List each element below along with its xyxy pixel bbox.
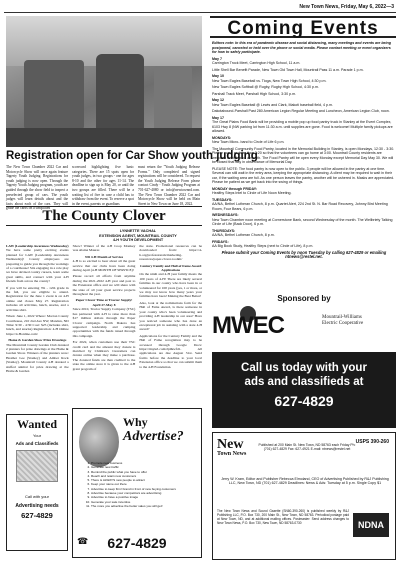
event-text: The Mountrail Community Food Pantry, located in the Memorial Building in Stanley, is open Mondays, 12:30 - 3:30. Please come no later than 2:20 so that the volunteers can go home at 3:00. Mountrail County residents are welcome to visit once a month. The Food Pantry will be open every Monday except Memorial Day May 30. We will be closed that day in observance of Memorial Day. (212, 146, 395, 164)
event-date: May 12 (212, 98, 224, 102)
event-date: MONDAY through FRIDAY: (212, 186, 258, 191)
event-item (212, 85, 396, 90)
event-item (212, 98, 396, 107)
event-date: TUESDAYS: (212, 197, 233, 202)
advert-reason: 5. There is ALWAYS new people to attract (91, 478, 197, 482)
county-paragraph: Also, look at the nominations form for the Hall of Fame Award, is there someone in your county who's been volunteering and providing 4-H leadership in our area? Have you noticed someone who has done an exceptional job in assisting with a state 4-H award? (139, 300, 203, 332)
why-advertise-ad[interactable] (72, 408, 202, 558)
masthead-legal: The New Town News and Sound Gazette (SN60-390-260) is published weekly by R&J Publishing LLC, P.O. Box 730, 200 Main St., New Town, ND 58763. Periodical postage paid at New Town, ND, and at additional mailing offices. Postmaster: Send address changes to New Town News, P.O. Box 730, New Town, ND 58763-0730 (217, 509, 349, 526)
article-col-1: The New Town Chamber 2022 Car and Motorcycle Show will once again feature Tagerty Youth Judging. Registrations for youth judging is now open. Through the Tagerty Youth Judging program, youth are guided through the show field to inspect a preselected group of cars. The youth judges will learn details about and the facts about each of the cars. They will grade the cards on a simplified (6, 165, 68, 211)
event-date: MONDAYS: (212, 135, 232, 140)
event-text: Little Shell Bar Benefit Parade, New Town Old Town Hall, Mountrail Pass 11 a.m. Parade 1 p.m. (212, 67, 364, 72)
county-paragraph: Since 2010, Tractor Supply Company (TSC) has partnered with 4-H to raise more than $17 million dollars through the Paper Clover campaign. North Dakota has supported leadership and camping opportunities with the funds raised through this campaign. (72, 307, 136, 338)
events-submit-note: Please submit your Coming Events by noon Tuesday by calling 627-4829 or emailing ntnews@restel.net. (221, 249, 387, 259)
article-col-2: scorecard highlighting five basic categories. There are 15 spots open for youth judges, in two groups - one for ages 8-10 and the other for ages 11-14. The deadline to sign up is May 20, or until the two groups are filled. There will be a waiting list of five in case a child has to withdraw from the event. To reserve a spot in the event, parents or guardians (72, 165, 134, 206)
wanted-phone[interactable]: 627-4829 (21, 511, 53, 520)
event-text: AA/NA, Bethel Lutheran Church, 8 p.m. Quartet Alert, 224 2nd St. N. Bar Road Recovery, Johnny Bird Meeting Room, Four Bears, 6 p.m. (212, 202, 388, 211)
county-paragraph: We have some pretty exciting events planned for LAW (Leadership Awareness Wednesday)! County employees are preparing to guide you through the workings of a courthouse! Sits engaging in a role play we have devised county careers, learn some great skills, and connect with your 4-H friends from across the county! (6, 248, 69, 284)
event-date: May 10 (212, 74, 224, 78)
county-paragraph: For 2022, when customers use their TSC credit card and the amount they donate is matched by Children's Customers can donate online when they make a purchase. The donated funds are then credited to the state the online store it is given to the 4-H grant program of (72, 340, 136, 371)
header-rule (4, 12, 396, 13)
coming-events-title: Coming Events (210, 16, 396, 38)
event-item (212, 187, 396, 196)
event-item (212, 229, 396, 238)
advert-reason: 6. Keep your name out there (91, 482, 197, 486)
event-date: FRIDAYS: (212, 239, 229, 244)
event-date: May 7 (212, 56, 222, 61)
masthead-names: Jerry W. Kram, Editor and Publisher Rebecca Elmoland, CEO of Advertising Published by R&J Publishing LLC, New Town, ND (701) 627-4829 Deadlines: News & Ads: Tuesday at 5 p.m. Single Copy $1 (221, 477, 389, 486)
advert-phone[interactable]: 627-4829 (107, 535, 167, 551)
county-paragraph: The Mountrail County Garden Club donated 2 planters for prize drawings at the Home & Garden Show. Winners of the planters were: Heather Lee (Stanley) and Amber Rock (Stanley). Mountrail County 4-H donated a stuffed animal for prize drawing at the Home & Garden (6, 342, 69, 373)
county-paragraph: Show! Winner of the 4-H Coop Monkey was Alaina Maurer. (72, 244, 136, 253)
mwec-name (322, 315, 363, 327)
event-date: May 17 (212, 115, 224, 120)
county-paragraph: Applications for the Century Family and the Hall of Fame recognition may to be accessed through Google Docs: https://tinyurl.com/2p9kwfd1. All applications are due August 31st. Send forms before the deadline to your local Extension office so that we can submit them to the 4-H Foundation. (139, 333, 203, 369)
event-text: New Town Chamber noon meeting at Cornerstone Bank, second Wednesday of the month. The Wellbriety Talking Circle of Life (Back Door), 6 p.m. (212, 217, 393, 226)
county-paragraph: the state. Promotional resources can be downloaded from: https://4-h.org/professionals/marketing-resources/paper-clover-toolkit/ (139, 244, 203, 262)
event-text: New Town Eagles Softball @ Rugby, Rugby High School, 4:30 p.m. (212, 85, 319, 89)
advert-reason: 7. Advertise to keep firm/ brand in front of new buying customers (91, 487, 197, 491)
sponsored-by: Sponsored by (277, 294, 331, 303)
wanted-title: Wanted (16, 417, 57, 431)
event-text: New Town Eagles Baseball @ Lewis and Clark, Makoti baseball field, 4 p.m. (212, 102, 334, 107)
masthead-info: Published at 200 Main St. New Town, ND 58763 each Friday Ph: (701) 627-4829 Fax: 627-4921 E-mail: ntnews@restel.net (258, 443, 356, 452)
wanted-line1: Your (32, 433, 42, 438)
wanted-ad[interactable] (6, 414, 68, 551)
event-item (212, 74, 396, 83)
phone-icon: ☎ (77, 536, 89, 546)
county-subhead: Home & Garden Show Prize Drawings (8, 338, 67, 343)
event-item (212, 116, 396, 134)
county-subhead: ND 4-H Month of Service (84, 254, 124, 259)
event-item (212, 109, 396, 114)
advert-reason: 1. Promote new business (91, 461, 197, 465)
call-line2: ads and classifieds at (244, 376, 364, 388)
event-text: PLEASE NOTE: The food pantry is now open to the public. 3 people will be allowed in the pantry at one time. Several can still wait in the entry area, keeping the appropriate distancing. A client may be required to wait in their car, if the waiting area are full. As one person leaves the pantry, another will be ushered in. Masks are appreciated. Please be patient as we get back into the swing of things. (212, 166, 395, 184)
advert-reason: 10. Generate your sale incentive (91, 500, 197, 504)
masthead (212, 432, 396, 560)
event-date: WEDNESDAYS: (212, 213, 239, 217)
county-col-3 (139, 244, 202, 375)
county-subhead: Century Family and Hall of Fame Award Applications (139, 263, 202, 273)
mwec-name-2: Electric Cooperative (322, 321, 364, 326)
event-item (212, 240, 396, 249)
article-headline: Registration open for Car Show youth judging (6, 150, 258, 162)
event-text: Dakotabound-Parshall Past 280 American Legion Regular Meeting and Luncheon, American Legion Club, noon. (212, 109, 390, 113)
mwec-name-1: Mountrail-Williams (322, 315, 362, 320)
ndna-badge: NDNA (353, 513, 389, 537)
masthead-new: New (217, 437, 244, 452)
county-body (6, 244, 202, 375)
byline-sub: 4-H YOUTH DEVELOPMENT (112, 238, 164, 243)
county-subhead: LAW (Leadership Awareness Wednesday) (6, 244, 69, 248)
advert-reasons-list (85, 461, 197, 508)
advert-reason: 11. The more you advertise the better sales you will get! (91, 504, 197, 508)
event-text: The Great Plains Food Bank will be providing a mobile pop up food pantry truck in Stanley at the Event Complex, 6103 Hwy 8 (NW parking lot from 11:30 a.m. until supplies are gone. Food is welcome! Multiple family pickups are allowed. (212, 120, 393, 133)
advert-reason: 9. Advertise to have a positive image (91, 495, 197, 499)
coming-events-list (212, 41, 396, 260)
advert-reason: 2. Generate new traffic (91, 465, 197, 469)
wanted-image (16, 450, 58, 482)
call-us-ad[interactable] (212, 352, 396, 428)
wanted-line2: Ads and Classifieds (15, 441, 59, 446)
advert-reason: 3. Remind the public what you have to offer (91, 470, 197, 474)
event-text: Healthy Steps Intel to Circle of Life Noon Meeting. (212, 191, 292, 195)
event-text: New Town Eagles Baseball vs. Tioga, New Town High School, 4:30 p.m. (212, 78, 327, 83)
question-mark-icon (79, 417, 119, 467)
event-item (212, 147, 396, 165)
event-text: New Town Micro- band to Circle of Life 6 p.m. (212, 140, 285, 144)
county-paragraph: If you will be entering 7th - 12th grade in the fall, you are eligible to attend. Registration for the June 1 event is on 4-H online and closes May 27. Registration includes all activities, lunch, snacks, and a activities shirt. (6, 285, 69, 312)
event-item (212, 92, 396, 97)
county-col-1 (6, 244, 69, 375)
article-body (6, 165, 200, 211)
advert-why: Why (123, 415, 148, 429)
page-header-text: New Town News, Friday, May 6, 2022—3 (299, 4, 394, 10)
county-paragraph: Please record all efforts from anytime during the 2021-2022 4-H year and post to the Extension office and we will share with the state of all your great service projects throughout the year. (72, 274, 136, 297)
advert-advertise: Advertise? (123, 429, 184, 444)
event-item (212, 213, 396, 227)
byline-name: LYNNETTE VACHAL (119, 229, 157, 233)
event-item (212, 68, 396, 73)
masthead-town-news: Town News (217, 451, 247, 457)
mwec-logo (212, 306, 396, 350)
county-col-2 (73, 244, 136, 375)
county-paragraph: On the ninth and 4-H year family meets the 100 years of 4-H! There are likely several families in our county who have been in or volunteered for 100 years (yes, 1 or more, or we may not know how many years your families have been! Making the Best Better! (139, 272, 203, 299)
car-show-photo (6, 16, 202, 147)
editors-note: Editors note: In this era of pandemic disease and social distancing, many meetings and events are being postponed, canceled or held over the phone or social media. Please contact meeting or event organizers for how to safely participate. (212, 41, 391, 54)
event-text: Parshall Track Meet, Parshall High School, 3:30 p.m. (212, 91, 297, 96)
event-item (212, 57, 396, 66)
county-byline (68, 229, 208, 243)
advert-reason: 8. Advertise because your competitors are advertising (91, 491, 197, 495)
wanted-line3: Call with your (24, 494, 49, 499)
call-line1: Call us today with your (241, 362, 367, 374)
advert-reason: 4. Reach and retain new customers (91, 474, 197, 478)
mwec-wordmark: MWEC (212, 312, 284, 339)
event-item (212, 167, 396, 185)
event-date: THURSDAYS: (212, 228, 236, 233)
county-paragraph: When: June 1, 2022 Where: Morton County Courthouse, 210 2nd Ave NW, Mandan, ND Time: 9:30 - 4:30 Cost: $25 (includes shirt, lunch, and snacks) Registration: 4-H Online https://4-Honline.com/ (6, 314, 69, 336)
county-clover-title: The County Clover (6, 206, 202, 226)
event-item (212, 198, 396, 212)
event-text: AA/NA, Bethel Lutheran Church, 8 p.m. (212, 233, 275, 237)
masthead-usps: USPS 390-260 (355, 439, 389, 445)
article-col-3: must return the "Youth Judging Release Forms." Only completed and signed registrations will be considered. To request the Youth Judging Release Form please contact Cindy - Youth Judging Program at 701-627-4080 or info@newtownnd.com. The New Town Chamber 2022 Car and Motorcycle Show will be held on Main Street in New Town on June 18, 2022. (138, 165, 200, 206)
county-subhead: Paper Clover Time at Tractor Supply! April 27-May 8 (75, 298, 133, 307)
call-phone[interactable]: 627-4829 (274, 393, 334, 409)
event-text: Carrington Trock Meet, Carrington High School, 11 a.m. (212, 61, 301, 65)
county-paragraph: 4-H is so excited to hear about all the great service that our clubs have been doing during April (4-H MONTH OF SERVICE)! (72, 259, 136, 273)
event-item (212, 136, 396, 145)
wanted-line4: Advertising needs (15, 503, 59, 509)
event-text: AA Big Book Study, Healthy Steps (next to Circle of Life), 8 p.m. (212, 244, 314, 248)
byline-title: EXTENSION AGENT, MOUNTRAIL COUNTY (99, 233, 177, 238)
